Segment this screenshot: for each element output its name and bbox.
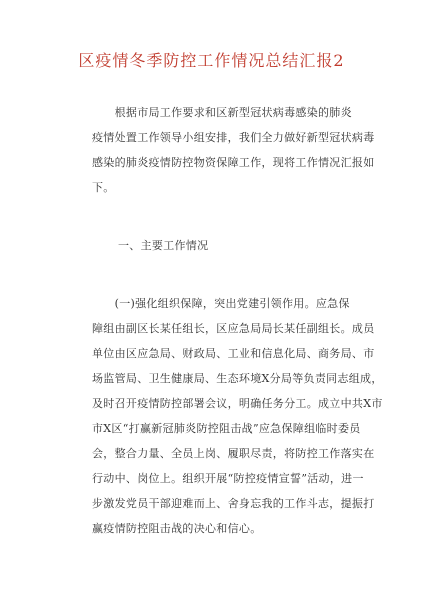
body-line: 赢疫情防控阻击战的决心和信心。 (92, 522, 262, 535)
body-line: 会，整合力量、全员上岗、履职尽责，将防控工作落实在 (92, 447, 375, 460)
body-line: 障组由副区长某任组长，区应急局局长某任副组长。成员 (92, 322, 375, 335)
body-line: 场监管局、卫生健康局、生态环境X分局等负责同志组成， (92, 372, 383, 385)
body-line: 单位由区应急局、财政局、工业和信息化局、商务局、市 (92, 347, 375, 360)
intro-paragraph (92, 100, 375, 200)
body-line: 行动中、岗位上。组织开展“防控疫情宣誓”活动，进一 (92, 472, 364, 485)
document-title: 区疫情冬季防控工作情况总结汇报2 (78, 51, 345, 70)
intro-line: 感染的肺炎疫情防控物资保障工作，现将工作情况汇报如 (92, 156, 375, 169)
intro-line: 下。 (92, 181, 115, 194)
intro-line: 疫情处置工作领导小组安排，我们全力做好新型冠状病毒 (92, 131, 375, 144)
body-line: 及时召开疫情防控部署会议，明确任务分工。成立中共X市 (92, 397, 383, 410)
intro-line: 根据市局工作要求和区新型冠状病毒感染的肺炎 (92, 106, 352, 119)
body-line: 步激发党员干部迎难而上、舍身忘我的工作斗志，提振打 (92, 497, 375, 510)
body-paragraph (92, 291, 383, 541)
body-line: 市X区“打赢新冠肺炎防控阻击战”应急保障组临时委员 (92, 422, 361, 435)
section-heading: 一、主要工作情况 (118, 239, 209, 252)
body-line: (一)强化组织保障，突出党建引领作用。应急保 (92, 297, 350, 310)
